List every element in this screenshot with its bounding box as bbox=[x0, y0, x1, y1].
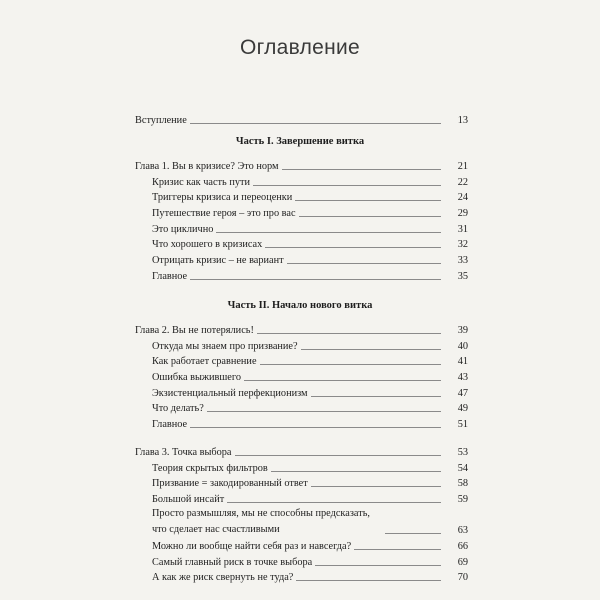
toc-entry-label: Это циклично bbox=[152, 223, 214, 235]
toc-page-number: 22 bbox=[457, 176, 468, 188]
toc-page-number: 40 bbox=[457, 340, 468, 352]
toc-entry-label: Главное bbox=[152, 418, 188, 430]
dot-leader bbox=[296, 579, 441, 581]
dot-leader bbox=[227, 501, 441, 503]
toc-entry-label: Ошибка выжившего bbox=[152, 371, 241, 383]
toc-page-number: 58 bbox=[457, 478, 468, 490]
toc-entry-label: Как работает сравнение bbox=[152, 356, 257, 368]
toc-section bbox=[152, 204, 468, 220]
dot-leader bbox=[190, 122, 441, 124]
toc-page-number: 33 bbox=[457, 255, 468, 267]
toc-chapter bbox=[135, 440, 468, 459]
toc-page-number: 21 bbox=[457, 161, 468, 172]
toc-entry-label: Глава 2. Вы не потерялись! bbox=[135, 324, 254, 336]
toc-entry-label: Откуда мы знаем про призвание? bbox=[152, 340, 298, 352]
toc-section bbox=[152, 384, 468, 400]
dot-leader bbox=[265, 246, 441, 248]
toc-entry-label: Призвание = закодированный ответ bbox=[152, 478, 308, 490]
toc-entry-label: Глава 1. Вы в кризисе? Это норм bbox=[135, 161, 279, 172]
toc-page-number: 29 bbox=[457, 208, 468, 220]
toc-entry-label: Отрицать кризис – не вариант bbox=[152, 255, 284, 267]
toc-entry-intro bbox=[135, 108, 468, 127]
dot-leader bbox=[190, 278, 441, 280]
dot-leader bbox=[207, 410, 441, 412]
toc-page-number: 24 bbox=[457, 192, 468, 204]
toc-entry-label: Вступление bbox=[135, 115, 187, 126]
toc-entry-label: Главное bbox=[152, 270, 188, 282]
toc-entry-label: Экзистенциальный перфекционизм bbox=[152, 387, 308, 399]
dot-leader bbox=[311, 395, 441, 397]
toc-entry-label: Просто размышляя, мы не способны предсказать, что сделает нас счастливыми bbox=[152, 508, 370, 535]
toc-page-number: 49 bbox=[457, 403, 468, 415]
toc-page-number: 47 bbox=[457, 387, 468, 399]
dot-leader bbox=[190, 426, 441, 428]
toc-section bbox=[152, 368, 468, 384]
toc-chapter bbox=[135, 318, 468, 337]
toc-entry-label: Самый главный риск в точке выбора bbox=[152, 556, 313, 568]
toc-section bbox=[152, 400, 468, 416]
toc-section bbox=[152, 236, 468, 252]
toc-page-number: 63 bbox=[457, 525, 468, 537]
toc-page-number: 51 bbox=[457, 418, 468, 430]
toc-section bbox=[152, 415, 468, 431]
toc-page-number: 31 bbox=[457, 223, 468, 235]
toc-entry-label: Что хорошего в кризисах bbox=[152, 239, 263, 251]
toc-section bbox=[152, 553, 468, 569]
toc-entry-label: Теория скрытых фильтров bbox=[152, 462, 268, 474]
toc-section bbox=[152, 173, 468, 189]
toc-entry-label: Триггеры кризиса и переоценки bbox=[152, 192, 293, 204]
dot-leader bbox=[354, 548, 441, 550]
toc-section bbox=[152, 475, 468, 491]
toc-section bbox=[152, 337, 468, 353]
toc-page-number: 32 bbox=[457, 239, 468, 251]
toc-entry-label: Большой инсайт bbox=[152, 494, 225, 505]
toc-page-number: 43 bbox=[457, 371, 468, 383]
dot-leader bbox=[257, 332, 441, 334]
toc-entry-label: Можно ли вообще найти себя раз и навсегда? bbox=[152, 541, 352, 553]
dot-leader bbox=[315, 564, 441, 566]
toc-page-number: 13 bbox=[457, 115, 468, 126]
toc-section bbox=[152, 267, 468, 283]
toc-page-number: 39 bbox=[457, 324, 468, 336]
part-spacer bbox=[0, 283, 600, 292]
toc-entry-label: А как же риск свернуть не туда? bbox=[152, 572, 294, 584]
toc-section bbox=[152, 459, 468, 475]
dot-leader bbox=[385, 532, 441, 534]
toc-entry-label: Что делать? bbox=[152, 403, 204, 415]
toc-entry-label: Глава 3. Точка выбора bbox=[135, 446, 232, 458]
toc-page-number: 59 bbox=[457, 494, 468, 505]
toc-page-number: 69 bbox=[457, 556, 468, 568]
dot-leader bbox=[299, 215, 441, 217]
dot-leader bbox=[282, 168, 441, 170]
toc-page-number: 70 bbox=[457, 572, 468, 584]
toc-section bbox=[152, 490, 468, 506]
toc-page-number: 41 bbox=[457, 356, 468, 368]
dot-leader bbox=[295, 199, 441, 201]
toc-section bbox=[152, 353, 468, 369]
toc-page-number: 35 bbox=[457, 270, 468, 282]
dot-leader bbox=[235, 454, 441, 456]
toc-section bbox=[152, 537, 468, 553]
table-of-contents bbox=[0, 108, 600, 584]
toc-section bbox=[152, 506, 468, 537]
chapter-spacer bbox=[0, 431, 600, 440]
toc-section bbox=[152, 220, 468, 236]
part-heading: Часть I. Завершение витка bbox=[235, 136, 365, 147]
part-heading: Часть II. Начало нового витка bbox=[227, 299, 373, 311]
dot-leader bbox=[301, 348, 441, 350]
toc-chapter bbox=[135, 154, 468, 173]
toc-entry-label: Путешествие героя – это про вас bbox=[152, 208, 296, 220]
toc-entry-label: Кризис как часть пути bbox=[152, 176, 251, 188]
toc-section bbox=[152, 189, 468, 205]
toc-page-number: 53 bbox=[457, 446, 468, 458]
toc-section bbox=[152, 251, 468, 267]
toc-section bbox=[152, 569, 468, 585]
dot-leader bbox=[244, 379, 441, 381]
toc-page-number: 54 bbox=[457, 462, 468, 474]
dot-leader bbox=[271, 470, 441, 472]
dot-leader bbox=[253, 184, 441, 186]
dot-leader bbox=[216, 231, 441, 233]
dot-leader bbox=[287, 262, 441, 264]
dot-leader bbox=[311, 485, 441, 487]
dot-leader bbox=[260, 363, 441, 365]
page-title: Оглавление bbox=[239, 36, 361, 59]
toc-page-number: 66 bbox=[457, 541, 468, 553]
